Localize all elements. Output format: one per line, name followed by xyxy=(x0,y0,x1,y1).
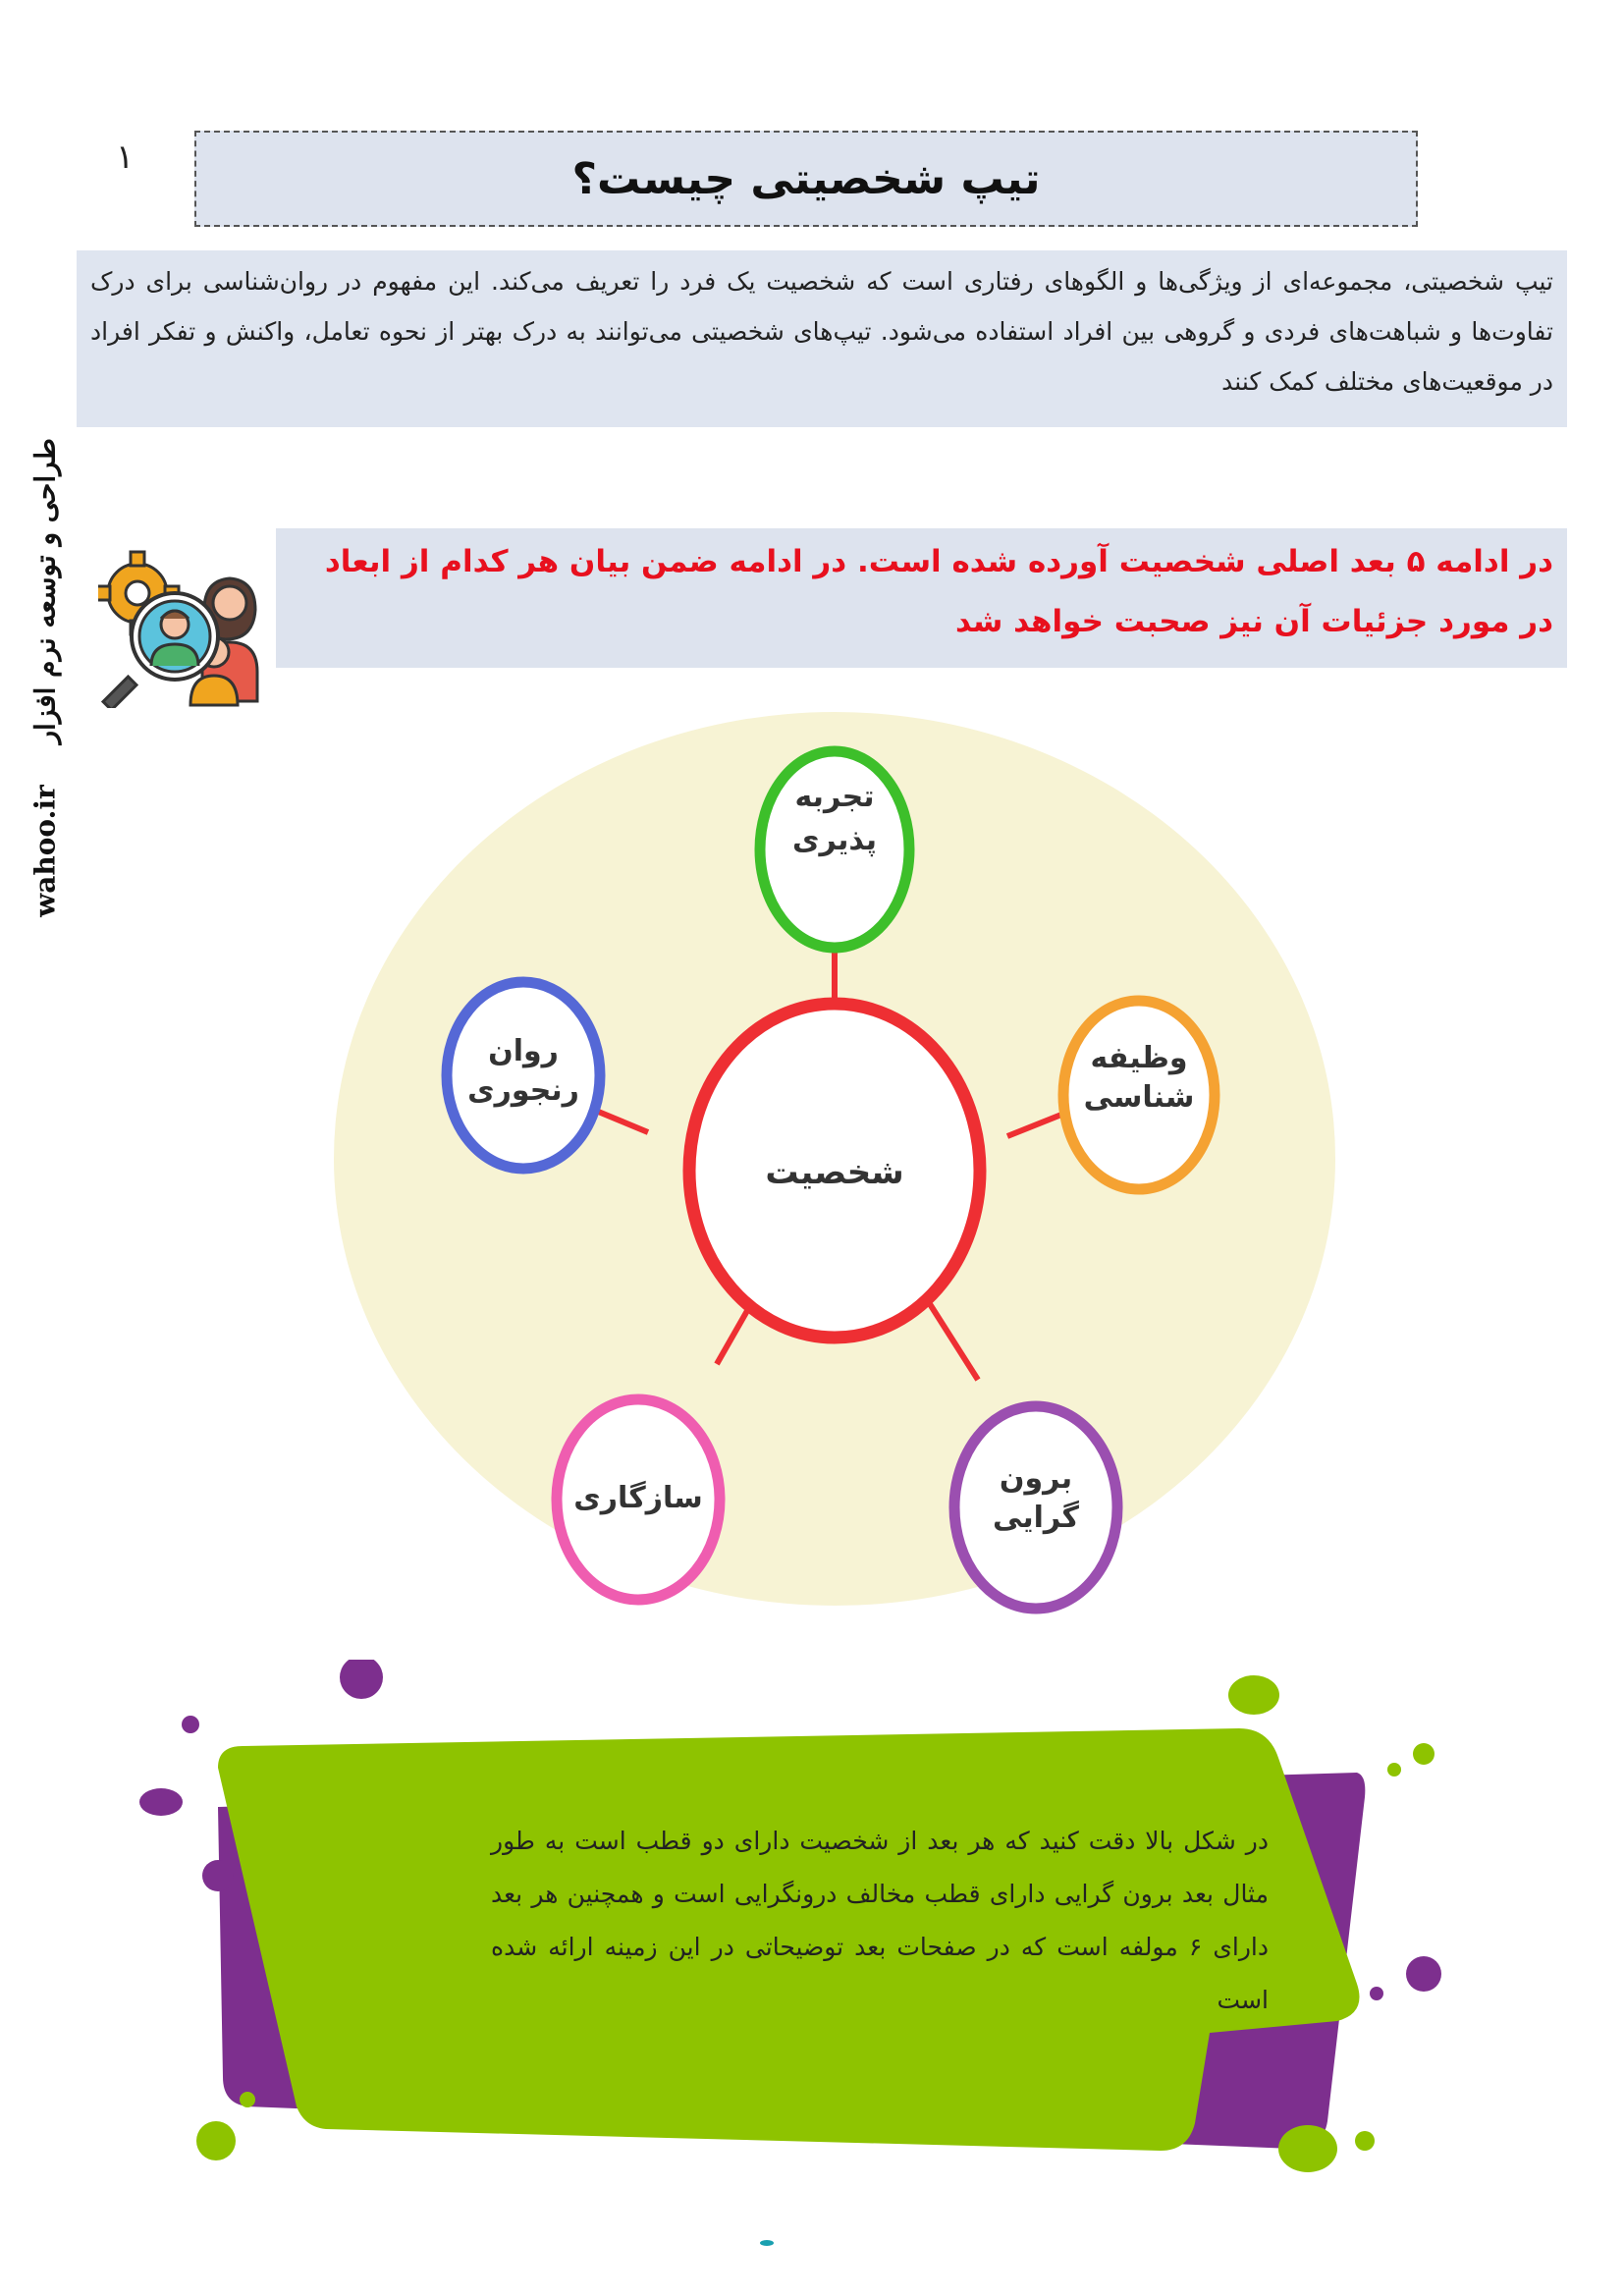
node-openness-line1: تجربه xyxy=(794,780,875,814)
node-agreeableness-line1: سازگاری xyxy=(573,1481,703,1515)
dot-purple-2 xyxy=(182,1716,199,1733)
dot-purple-6 xyxy=(1370,1987,1383,2000)
intro-paragraph: تیپ شخصیتی، مجموعه‌ای از ویژگی‌ها و الگوهای رفتاری است که شخصیت یک فرد را تعریف می‌کند. این مفهوم در روان‌شناسی برای درک تفاوت‌ها و شباهت‌های فردی و گروهی بین افراد استفاده می‌شود. تیپ‌های شخصیتی می‌توانند به درک بهتر از نحوه تعامل، واکنش و تفکر افراد در موقعیت‌های مختلف کمک کنند xyxy=(77,250,1567,427)
side-label-site: wahoo.ir xyxy=(28,785,62,917)
team-search-icon xyxy=(98,546,279,708)
node-neuroticism-line2: رنجوری xyxy=(467,1073,579,1108)
node-extraversion xyxy=(954,1406,1117,1609)
dot-green-6 xyxy=(1278,2125,1337,2172)
dot-green-2 xyxy=(1413,1743,1435,1765)
dot-purple-3 xyxy=(139,1788,183,1816)
dimensions-intro: در ادامه ۵ بعد اصلی شخصیت آورده شده است. در ادامه ضمن بیان هر کدام از ابعاد در مورد جزئیات آن نیز صحبت خواهد شد xyxy=(276,528,1567,668)
node-center-personality xyxy=(689,1004,980,1338)
bottom-mark xyxy=(760,2240,774,2246)
node-neuroticism xyxy=(447,982,600,1169)
node-neuroticism-line1: روان xyxy=(488,1034,559,1068)
title-box xyxy=(194,131,1418,227)
page-number: ۱ xyxy=(116,137,135,177)
node-agreeableness xyxy=(557,1399,720,1600)
dot-green-1 xyxy=(1228,1675,1279,1715)
dot-green-3 xyxy=(1387,1763,1401,1777)
dot-green-4 xyxy=(240,2092,255,2107)
dot-purple-4 xyxy=(202,1860,234,1891)
node-center-label: شخصیت xyxy=(765,1153,904,1192)
node-conscientiousness-line2: شناسی xyxy=(1083,1080,1195,1115)
side-label-text xyxy=(29,422,62,933)
dot-purple-1 xyxy=(340,1660,383,1699)
node-conscientiousness-line1: وظیفه xyxy=(1090,1041,1188,1075)
dot-green-7 xyxy=(1355,2131,1375,2151)
node-openness-line2: پذیری xyxy=(791,823,878,857)
note-text: در شکل بالا دقت کنید که هر بعد از شخصیت دارای دو قطب است به طور مثال بعد برون گرایی دارای قطب مخالف درونگرایی است و همچنین هر بعد دارای ۶ مولفه است که در صفحات بعد توضیحاتی در این زمینه ارائه شده است xyxy=(491,1827,1269,2014)
dot-purple-5 xyxy=(1406,1956,1441,1992)
personality-mindmap xyxy=(324,692,1355,1650)
side-label xyxy=(26,432,65,923)
dot-green-5 xyxy=(196,2121,236,2160)
node-extraversion-line2: گرایی xyxy=(992,1501,1080,1535)
page-title: تیپ شخصیتی چیست؟ xyxy=(571,153,1041,204)
node-conscientiousness xyxy=(1063,1001,1215,1189)
node-openness xyxy=(760,751,909,948)
side-label-tagline: طراحی و توسعه نرم افزار xyxy=(28,438,62,744)
node-extraversion-line1: برون xyxy=(999,1461,1073,1496)
